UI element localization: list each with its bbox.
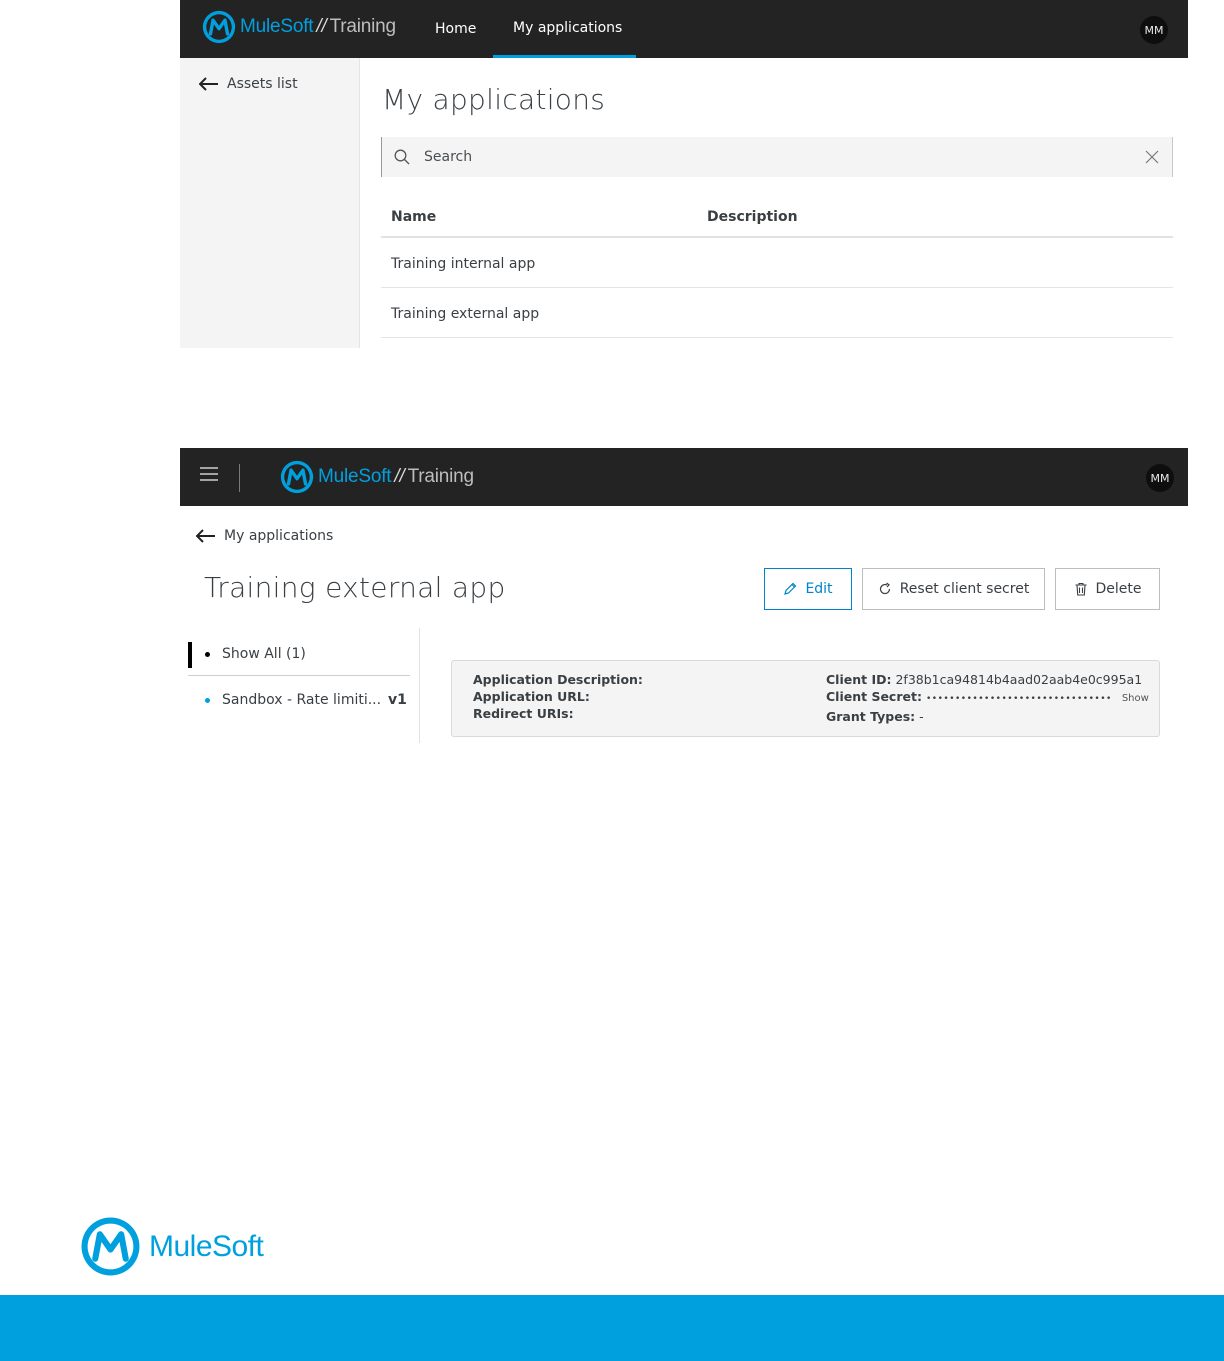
refresh-icon [878,582,892,596]
table-row[interactable] [381,288,1173,338]
app-name[interactable]: Training external app [391,306,540,322]
api-version: v1 [388,692,407,708]
back-to-my-applications-link[interactable] [196,528,333,544]
top-navbar [180,448,1188,506]
brand-training-text: Training [407,466,474,487]
sidebar [180,58,360,348]
show-secret-link[interactable]: Show [1121,693,1149,704]
bullet [205,698,210,703]
search-bar [381,137,1173,177]
brand-separator: // [394,466,405,487]
active-indicator [188,642,192,668]
grant-types-value: - [919,709,924,724]
delete-label: Delete [1095,581,1142,597]
footer-band [0,1295,1224,1361]
mulesoft-logo-icon [202,10,236,44]
trash-icon [1074,582,1088,596]
nav-tab-my-applications[interactable]: My applications [493,0,636,58]
footer-wordmark: MuleSoft [149,1229,264,1263]
search-input[interactable] [424,149,1124,165]
client-id-label: Client ID: [826,672,892,687]
bullet [205,652,210,657]
filter-label: Sandbox - Rate limiti... [222,692,382,708]
app-url-label: Application URL: [473,689,590,704]
filter-api-item[interactable] [188,690,410,714]
info-right-column [826,671,1149,725]
delete-button[interactable] [1055,568,1160,610]
client-secret-value: •••••••••••••••••••••••••••••••• [925,694,1112,704]
brand-wordmark [318,466,474,488]
navbar-divider [239,464,240,492]
column-header-description[interactable]: Description [707,209,798,225]
app-name[interactable]: Training internal app [391,256,536,272]
mulesoft-logo-icon [80,1216,141,1277]
table-header [381,196,1173,238]
back-to-assets-link[interactable] [199,76,298,92]
search-icon [394,149,410,165]
brand-mulesoft-text: MuleSoft [240,16,314,37]
client-id-value[interactable]: 2f38b1ca94814b4aad02aab4e0c995a1 [895,672,1143,687]
edit-label: Edit [805,581,833,597]
mulesoft-logo-icon [280,460,314,494]
client-secret-row [826,688,1149,708]
edit-button[interactable] [764,568,852,610]
page-title: My applications [382,83,606,116]
user-avatar[interactable]: MM [1140,16,1168,44]
api-filter-panel [188,628,420,743]
footer-logo [80,1216,263,1277]
reset-client-secret-button[interactable] [862,568,1045,610]
redirect-uris-label: Redirect URIs: [473,706,574,721]
back-label: My applications [224,528,334,544]
hamburger-icon[interactable] [200,467,218,481]
arrow-left-icon [199,77,219,91]
brand-logo[interactable] [202,10,396,44]
user-avatar[interactable]: MM [1146,464,1174,492]
applications-table [381,196,1173,338]
table-row[interactable] [381,238,1173,288]
column-header-name[interactable]: Name [391,209,437,225]
client-secret-label: Client Secret: [826,689,922,704]
brand-logo[interactable] [280,460,474,494]
client-id-row [826,671,1149,688]
page-title: Training external app [204,571,506,604]
filter-label: Show All (1) [222,646,306,662]
application-info-card [451,660,1160,737]
grant-types-row [826,708,1149,725]
top-navbar [180,0,1188,58]
brand-separator: // [316,16,327,37]
brand-mulesoft-text: MuleSoft [318,466,392,487]
grant-types-label: Grant Types: [826,709,916,724]
reset-label: Reset client secret [899,581,1030,597]
back-label: Assets list [227,76,298,92]
nav-tab-home[interactable]: Home [435,21,477,37]
app-description-label: Application Description: [473,672,643,687]
close-icon[interactable] [1144,149,1160,165]
pencil-icon [783,582,797,596]
brand-training-text: Training [329,16,396,37]
filter-show-all[interactable] [188,642,410,676]
arrow-left-icon [196,529,216,543]
brand-wordmark [240,16,396,38]
info-left-column [473,671,643,722]
